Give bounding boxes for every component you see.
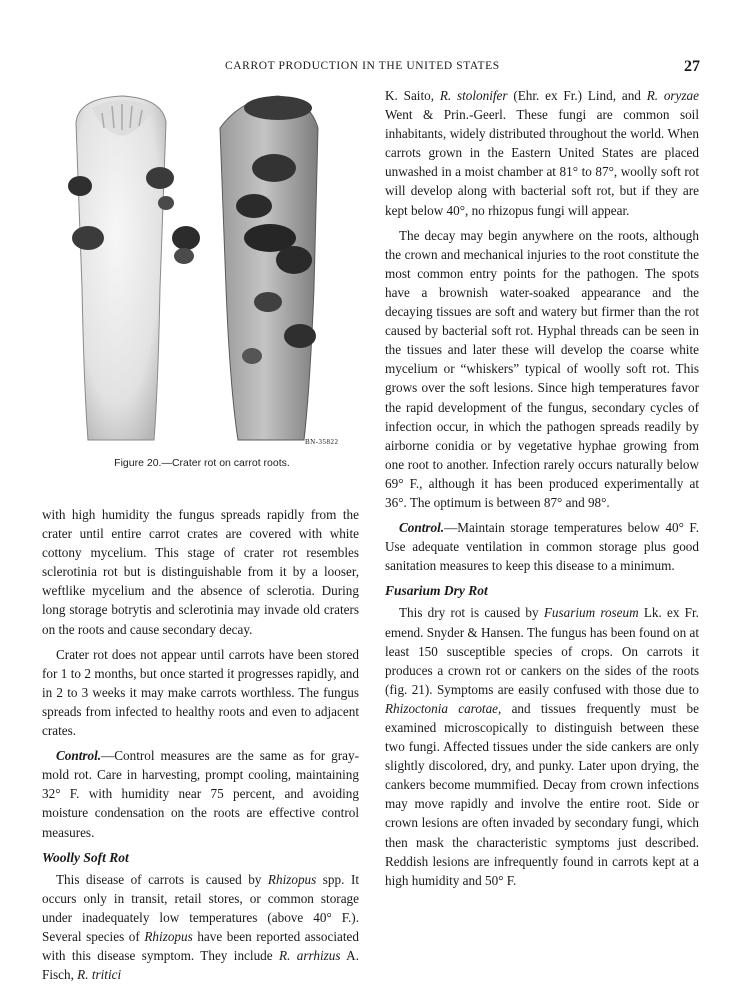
text-run: spp. It occurs only in transit, retail stores, or common storage under inadequately low temperatures (above 40° F.). Several species of [42,871,359,944]
page-header [0,58,739,80]
text-run: , and tissues frequently must be examined microscopically to distinguish between these two fungi. Affected tissues under the side cankers are only slightly discolored, dry, and punky. Later upon drying, the cankers become mummified. Decay from crown infections may move rapidly and involve the entire root. Side or crown lesions are often invaded by secondary fungi, which then mask the characteristic symptoms just described. Reddish lesions are infrequently found in carrots kept at a high humidity and 50° F. [385,700,699,888]
control-label: Control. [399,520,445,536]
text-run: Lk. ex Fr. emend. Snyder & Hansen. The fungus has been found on at least 150 susceptible species of crops. On carrots it produces a crown rot or cankers on the sides of the roots (fig. 21). Symptoms are easily confused with those due to [385,605,699,697]
control-paragraph [42,746,359,841]
text-run: This disease of carrots is caused by [56,871,268,887]
figure-code: BN-35822 [305,438,339,446]
species-name: Rhizopus [267,871,317,887]
carrot-photo [42,88,362,448]
species-name: Rhizopus [144,928,193,944]
paragraph [385,86,699,220]
text-run: (Ehr. ex Fr.) Lind, and [507,88,647,103]
running-title: CARROT PRODUCTION IN THE UNITED STATES [225,60,500,72]
species-name: R. stolonifer [439,88,508,103]
section-heading-fusarium-dry-rot: Fusarium Dry Rot [385,583,488,599]
paragraph [385,603,699,889]
page-number: 27 [684,58,700,75]
paragraph: with high humidity the fungus spreads rapidly from the crater until entire carrot crates are covered with white cottony mycelium. This stage of crater rot resembles sclerotinia rot but is distinguishable from it by a looser, weftlike mycelium and the absence of sclerotia. During long storage botrytis and sclerotinia may invade old craters on the roots and cause secondary decay. [42,507,359,637]
left-column [42,505,359,984]
species-name: Fusarium roseum [543,605,639,621]
paragraph [42,870,359,985]
species-name: R. arrhizus [279,948,341,964]
species-name: Rhizoctonia carotae [385,700,499,716]
species-name: R. oryzae [646,88,699,103]
em-dash: — [444,520,458,536]
species-name: R. tritici [77,967,122,983]
control-paragraph [385,518,699,575]
section-heading-woolly-soft-rot: Woolly Soft Rot [42,849,129,865]
text-run: K. Saito, [385,88,440,103]
right-carrot [220,96,318,440]
text-run: A. Fisch, [42,948,359,983]
paragraph: Crater rot does not appear until carrots have been stored for 1 to 2 months, but once started it progresses rapidly, and in 2 to 3 weeks it may make carrots worthless. The fungus spreads from infected to healthy roots and even to adjacent crates. [42,646,359,739]
left-carrot [68,96,200,440]
control-label: Control. [56,748,102,764]
control-text: Maintain storage temperatures below 40° F. Use adequate ventilation in common storage plus good sanitation measures to keep this disease to a minimum. [385,520,699,574]
paragraph: The decay may begin anywhere on the roots, although the crown and mechanical injuries to the root constitute the most common entry points for the pathogen. The spots have a brownish water-soaked appearance and the decaying tissues are soft and watery but firmer than the rot caused by bacterial soft rot. Hyphal threads can be seen in the tissues and later these will develop the coarse white mycelium or “whiskers” typical of woolly soft rot. This grows over the soft lesions. Since high temperatures favor the rapid development of the fungus, secondary cycles of infection occur, in which the pathogen spreads readily by airborne conidia or by vegetative hyphae growing from one root to another. Infection rarely occurs naturally below 69° F., although it has been produced experimentally at 36°. The optimum is between 87° and 98°. [385,227,699,510]
control-text: Control measures are the same as for gray-mold rot. Care in harvesting, prompt cooling, maintaining 32° F. with humidity near 75 percent, and avoiding moisture condensation on the roots are effective control measures. [42,748,359,840]
right-column [385,86,699,890]
text-run: This dry rot is caused by [399,605,544,621]
text-run: Went & Prin.-Geerl. These fungi are common soil inhabitants, widely distributed throughout the world. When carrots grown in the Eastern United States are placed unwashed in a moist chamber at 81° to 87°, woolly soft rot will develop along with bacterial soft rot, but if they are kept below 40°, no rhizopus fungi will appear. [385,107,699,218]
figure-20 [42,88,362,478]
em-dash: — [101,748,115,764]
text-run: have been reported associated with this disease symptom. They include [42,928,359,964]
figure-caption: Figure 20.—Crater rot on carrot roots. [114,457,290,469]
